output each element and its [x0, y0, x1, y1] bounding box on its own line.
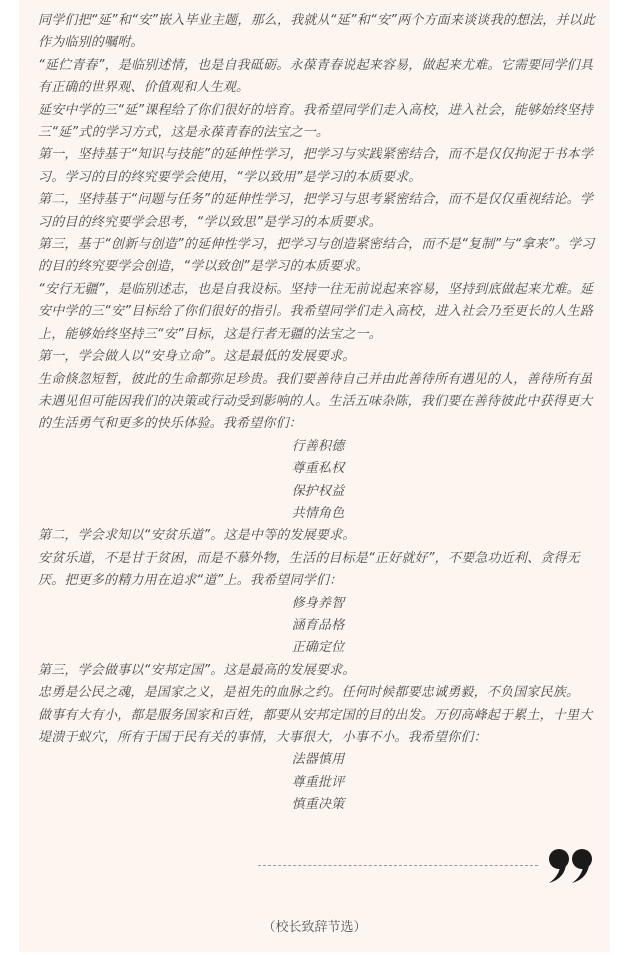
paragraph-service: 做事有大有小，都是服务国家和百姓，都要从安邦定国的目的出发。万仞高峰起于累土，十里大堤溃于蚁穴，所有于国于民有关的事情，大事很大，小事不小。我希望你们： [38, 707, 593, 745]
paragraph-youth-heading: “延伫青春”，是临别述情，也是自我砥砺。永葆青春说起来容易，做起来尤难。它需要同学们具有正确的世界观、价值观和人生观。 [38, 57, 594, 96]
paragraph-loyalty: 忠勇是公民之魂，是国家之义，是祖先的血脉之约。任何时候都要忠诚勇毅，不负国家民族。 [38, 685, 580, 701]
paragraph-yan-first: 第一，坚持基于“知识与技能”的延伸性学习，把学习与实践紧密结合，而不是仅仅拘泥于书本学习。学习的目的终究要学会使用，“学以致用”是学习的本质要求。 [38, 147, 594, 185]
dashed-divider [258, 865, 538, 866]
caption: （校长致辞节选） [262, 920, 367, 935]
paragraph-intro: 同学们把“延”和“安”嵌入毕业主题，那么，我就从“延”和“安”两个方面来谈谈我的想法，并以此作为临别的嘱咐。 [38, 13, 596, 51]
paragraph-an-heading: “安行无疆”，是临别述志，也是自我设标。坚持一往无前说起来容易，坚持到底做起来尤难。延安中学的三“安”目标给了你们很好的指引。我希望同学们走入高校，进入社会乃至更长的人生路上，能够始终坚持三“安”目标，这是行者无疆的法宝之一。 [38, 281, 594, 342]
list-item: 慎重决策 [291, 797, 345, 813]
paragraph-an-second: 第二，学会求知以“安贫乐道”。这是中等的发展要求。 [38, 528, 356, 544]
paragraph-yan-second: 第二，坚持基于“问题与任务”的延伸性学习，把学习与思考紧密结合，而不是仅仅重视结论。学习的目的终究要学会思考，“学以致思”是学习的本质要求。 [38, 192, 594, 230]
list-item: 正确定位 [291, 640, 345, 656]
paragraph-three-yan-courses: 延安中学的三“延”课程给了你们很好的培育。我希望同学们走入高校，进入社会，能够始终坚持三“延”式的学习方式，这是永葆青春的法宝之一。 [38, 102, 594, 141]
article-body [38, 10, 598, 817]
list-item: 行善积德 [291, 438, 345, 454]
paragraph-an-third: 第三，学会做事以“安邦定国”。这是最高的发展要求。 [38, 662, 356, 678]
list-item: 尊重批评 [291, 774, 345, 790]
paragraph-an-first: 第一，学会做人以“安身立命”。这是最低的发展要求。 [38, 349, 356, 365]
list-item: 涵育品格 [291, 617, 345, 633]
paragraph-yan-third: 第三，基于“创新与创造”的延伸性学习，把学习与创造紧密结合，而不是“复制”与“拿来”。学习的目的终究要学会创造，“学以致创”是学习的本质要求。 [38, 237, 595, 275]
paragraph-anpin: 安贫乐道，不是甘于贫困，而是不慕外物，生活的目标是“正好就好”，不要急功近利、贪得无厌。把更多的精力用在追求“道”上。我希望同学们： [38, 550, 580, 589]
list-item: 尊重私权 [291, 461, 345, 477]
list-item: 共情角色 [291, 505, 345, 521]
footer-divider [258, 848, 598, 884]
paragraph-life: 生命倏忽短暂，彼此的生命都弥足珍贵。我们要善待自己并由此善待所有遇见的人，善待所有虽未遇见但可能因我们的决策或行动受到影响的人。生活五味杂陈，我们要在善待彼此中获得更大的生活勇气和更多的快乐体验。我希望你们： [38, 371, 593, 432]
list-item: 法器慎用 [291, 752, 345, 768]
closing-quote-icon [546, 848, 596, 884]
list-item: 保护权益 [291, 483, 345, 499]
list-item: 修身养智 [291, 595, 345, 611]
